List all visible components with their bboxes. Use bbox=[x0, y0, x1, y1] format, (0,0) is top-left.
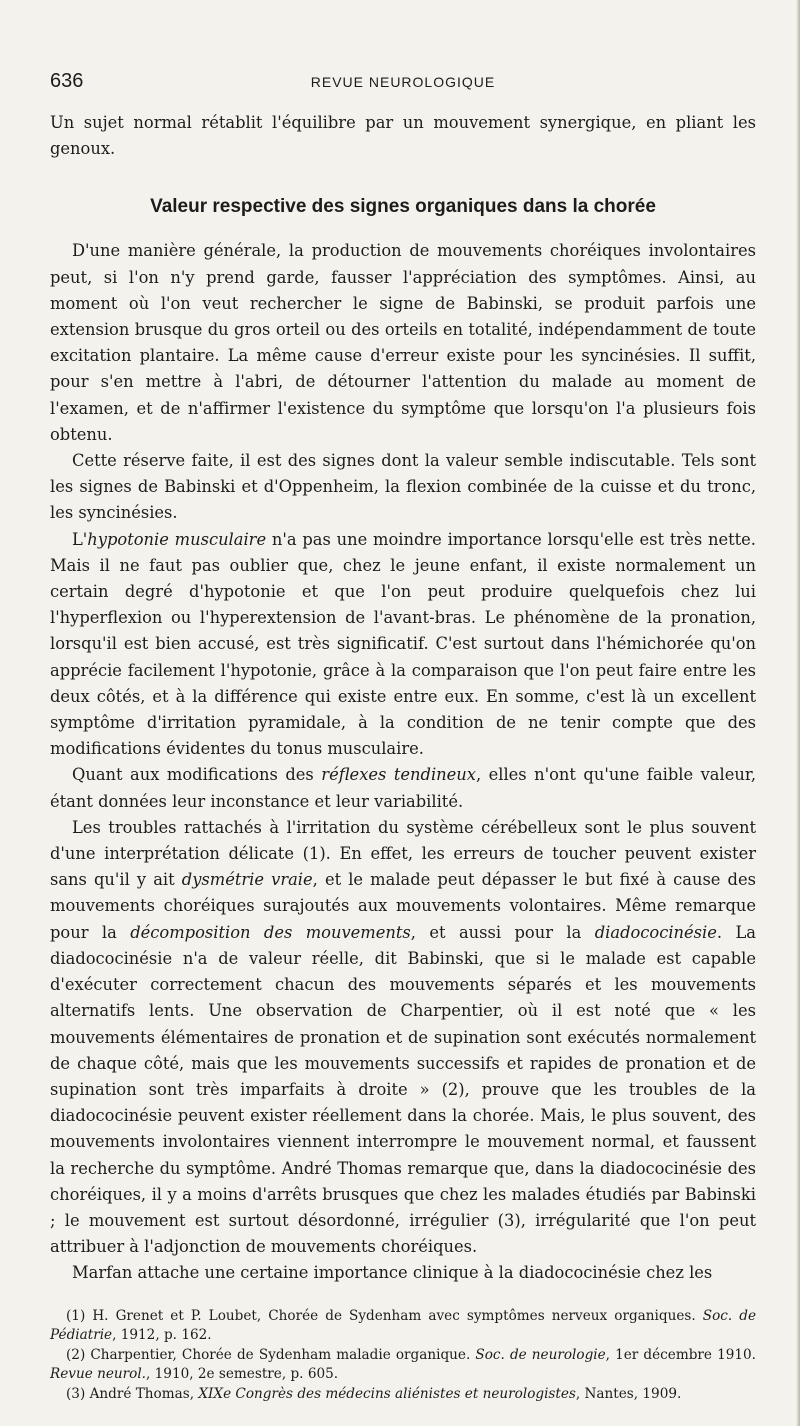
italic-term: hypotonie musculaire bbox=[87, 529, 267, 549]
italic-term: Soc. de neurologie bbox=[475, 1346, 606, 1363]
italic-term: dysmétrie vraie bbox=[181, 870, 313, 890]
journal-title: REVUE NEUROLOGIQUE bbox=[310, 74, 496, 90]
paragraph-5 bbox=[50, 815, 756, 1260]
text-run: , 1912, p. 162. bbox=[112, 1327, 212, 1344]
paragraph-2: Cette réserve faite, il est des signes dont la valeur semble indiscutable. Tels sont les signes de Babinski et d'Oppenheim, la flexion combinée de la cuisse et du tronc, les syncinésies. bbox=[50, 451, 756, 523]
text-run: , 1910, 2e semestre, p. 605. bbox=[146, 1366, 339, 1383]
footnotes bbox=[50, 1307, 756, 1405]
text-run: L' bbox=[72, 529, 88, 549]
footnote-1 bbox=[50, 1307, 756, 1346]
text-run: n'a pas une moindre importance lorsqu'elle est très nette. Mais il ne faut pas oublier que, chez le jeune enfant, il existe normalement un certain degré d'hypotonie et que l'on peut produire quelquefois chez lui l'hyperflexion ou l'hyperextension de l'avant-bras. Le phénomène de la pronation, lorsqu'il est bien accusé, est très significatif. C'est surtout dans l'hémichorée qu'on apprécie facilement l'hypotonie, grâce à la comparaison que l'on peut faire entre les deux côtés, et à la différence qui existe entre eux. En somme, c'est là un excellent symptôme d'irritation pyramidale, à la condition de ne tenir compte que des modifications évidentes du tonus musculaire. bbox=[50, 529, 756, 759]
text-run: , 1er décembre 1910. bbox=[605, 1346, 756, 1363]
text-run: Quant aux modifications des bbox=[72, 765, 322, 785]
paragraph-1: D'une manière générale, la production de mouvements choréiques involontaires peut, si l'on n'y prend garde, fausser l'appréciation des symptômes. Ainsi, au moment où l'on veut rechercher le signe de Babinski, se produit parfois une extension brusque du gros orteil ou des orteils en totalité, indépendamment de toute excitation plantaire. La même cause d'erreur existe pour les syncinésies. Il suffit, pour s'en mettre à l'abri, de détourner l'attention du malade au moment de l'examen, et de n'affirmer l'existence du symptôme que lorsqu'on l'a plusieurs fois obtenu. bbox=[50, 241, 756, 444]
text-run: (1) H. Grenet et P. Loubet, Chorée de Sydenham avec symptômes nerveux organiques. bbox=[66, 1307, 703, 1324]
paragraph-6: Marfan attache une certaine importance clinique à la diadococinésie chez les bbox=[72, 1263, 713, 1283]
section-title: Valeur respective des signes organiques dans la chorée bbox=[150, 196, 656, 218]
italic-term: décomposition des mouvements bbox=[130, 922, 411, 942]
running-head bbox=[50, 70, 756, 94]
italic-term: diadococinésie bbox=[594, 922, 717, 942]
italic-term: Revue neurol. bbox=[50, 1366, 146, 1383]
text-run: , elles n'ont qu'une faible valeur, étant données leur inconstance et leur variabilité. bbox=[50, 765, 757, 811]
text-run: , et le malade peut dépasser le but fixé à cause des mouvements choréiques surajoutés aux mouvements volontaires. Même remarque pour la bbox=[50, 870, 756, 942]
text-run: (2) Charpentier, Chorée de Sydenham maladie organique. bbox=[66, 1346, 476, 1363]
text-run: , Nantes, 1909. bbox=[575, 1385, 682, 1402]
footnote-3 bbox=[50, 1385, 756, 1405]
text-run: , et aussi pour la bbox=[410, 922, 595, 942]
page-edge-shadow bbox=[796, 0, 800, 1426]
intro-paragraph: Un sujet normal rétablit l'équilibre par un mouvement synergique, en pliant les genoux. bbox=[50, 113, 756, 159]
text-run: . La diadococinésie n'a de valeur réelle, dit Babinski, que si le malade est capable d'exécuter correctement chacun des mouvements séparés et les mouvements alternatifs lents. Une observation de Charpentier, où il est noté que « les mouvements élémentaires de pronation et de supination sont exécutés normalement de chaque côté, mais que les mouvements successifs et rapides de pronation et de supination sont très imparfaits à droite » (2), prouve que les troubles de la diadococinésie peuvent exister réellement dans la chorée. Mais, le plus souvent, des mouvements involontaires viennent interrompre le mouvement normal, et faussent la recherche du symptôme. André Thomas remarque que, dans la diadococinésie des choréiques, il y a moins d'arrêts brusques que chez les malades étudiés par Babinski ; le mouvement est surtout désordonné, irrégulier (3), irrégularité que l'on peut attribuer à l'adjonction de mouvements choréiques. bbox=[50, 922, 756, 1257]
paragraph-3 bbox=[50, 527, 756, 763]
page bbox=[50, 70, 756, 1405]
text-run: Les troubles rattachés à l'irritation du système cérébelleux sont le plus souvent d'une interprétation délicate (1). En effet, les erreurs de toucher peuvent exister sans qu'il y ait bbox=[50, 817, 756, 890]
page-number: 636 bbox=[50, 70, 84, 92]
italic-term: Soc. de Pédiatrie bbox=[50, 1307, 756, 1344]
text-run: (3) André Thomas, bbox=[66, 1385, 199, 1402]
italic-term: XIXe Congrès des médecins aliénistes et neurologistes bbox=[198, 1385, 576, 1402]
footnote-2 bbox=[50, 1346, 756, 1385]
italic-term: réflexes tendineux bbox=[321, 765, 476, 785]
paragraph-4 bbox=[50, 762, 756, 814]
